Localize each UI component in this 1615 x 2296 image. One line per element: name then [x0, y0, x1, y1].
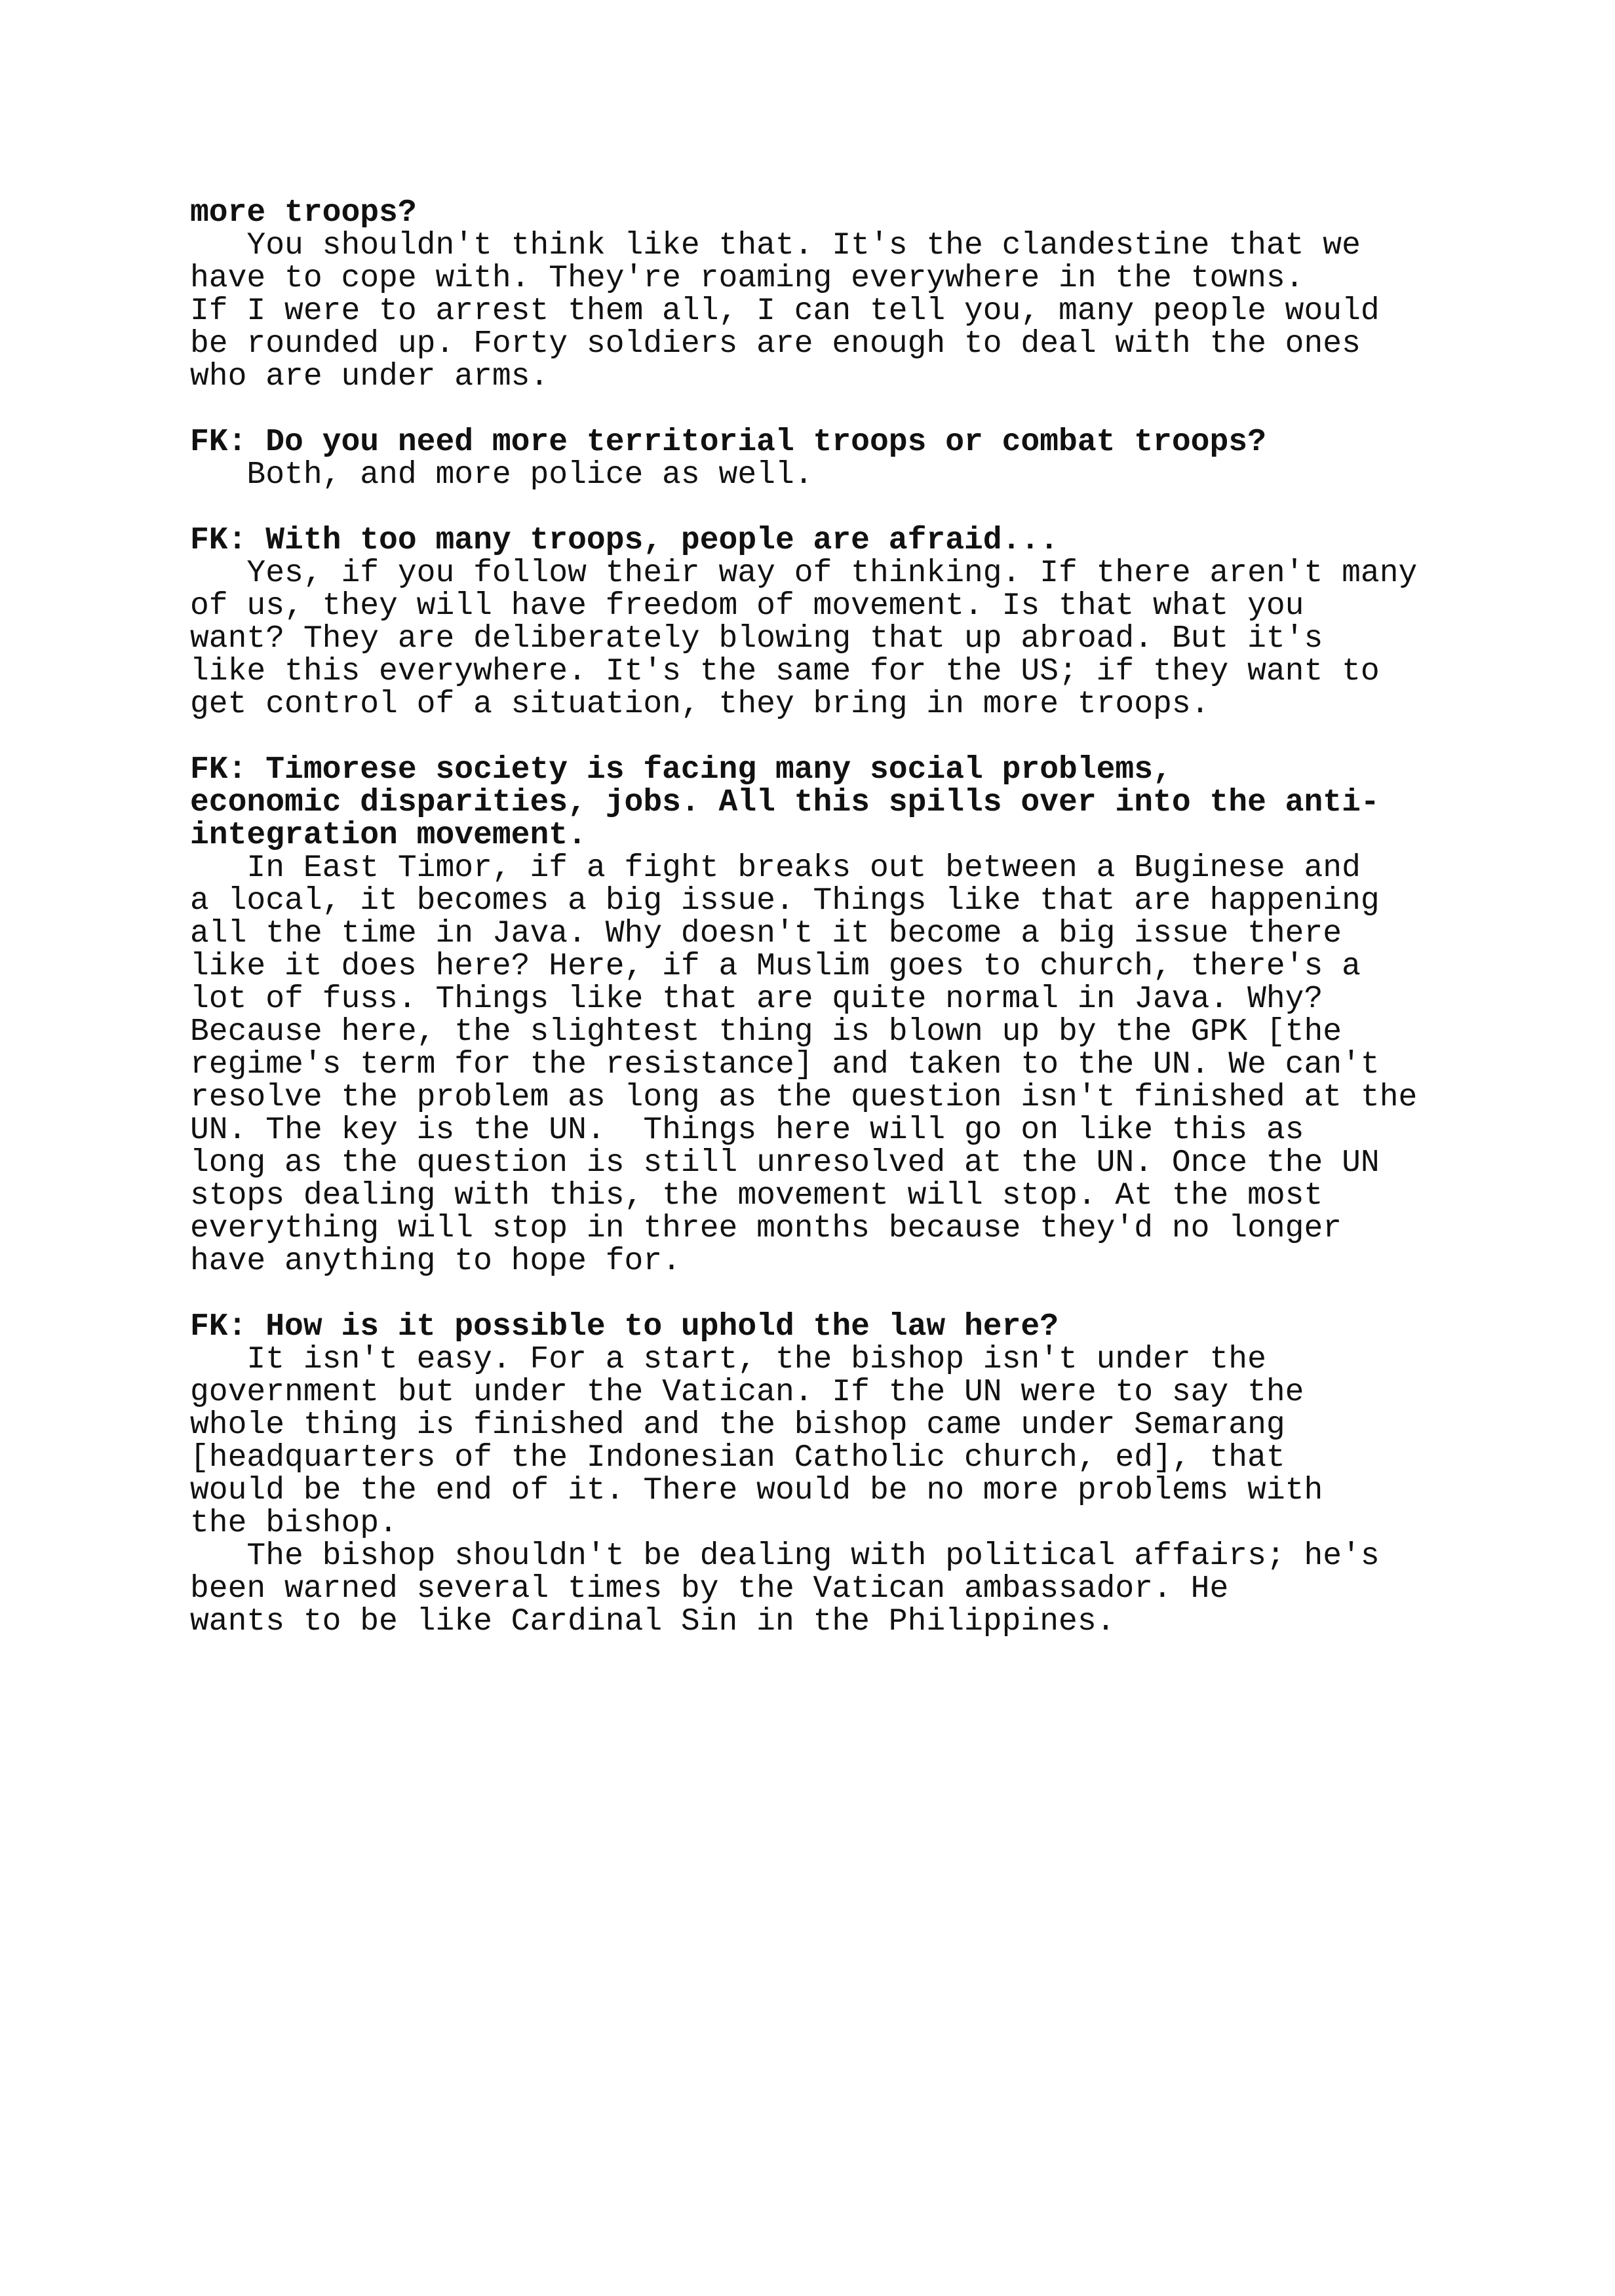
question-line: FK: How is it possible to uphold the law here?: [190, 1309, 1059, 1345]
answer-line: [headquarters of the Indonesian Catholic church, ed], that: [190, 1440, 1285, 1476]
answer-line: You shouldn't think like that. It's the clandestine that we: [190, 228, 1361, 263]
answer-line: like it does here? Here, if a Muslim goes to church, there's a: [190, 949, 1361, 984]
question-line: FK: Timorese society is facing many social problems,: [190, 752, 1172, 788]
answer-line: like this everywhere. It's the same for the US; if they want to: [190, 654, 1380, 689]
answer-line: all the time in Java. Why doesn't it become a big issue there: [190, 916, 1342, 951]
answer-line: have anything to hope for.: [190, 1244, 681, 1279]
answer-line: UN. The key is the UN. Things here will go on like this as: [190, 1113, 1304, 1148]
answer-line: Both, and more police as well.: [190, 457, 813, 493]
question-line: FK: With too many troops, people are afraid...: [190, 523, 1059, 558]
answer-line: everything will stop in three months because they'd no longer: [190, 1211, 1342, 1246]
answer-line: wants to be like Cardinal Sin in the Philippines.: [190, 1604, 1116, 1639]
question-line: integration movement.: [190, 818, 587, 853]
question-line: FK: Do you need more territorial troops or combat troops?: [190, 425, 1266, 460]
answer-line: be rounded up. Forty soldiers are enough to deal with the ones: [190, 326, 1361, 362]
answer-line: Because here, the slightest thing is blown up by the GPK [the: [190, 1014, 1342, 1050]
answer-line: regime's term for the resistance] and taken to the UN. We can't: [190, 1047, 1380, 1082]
answer-line: long as the question is still unresolved at the UN. Once the UN: [190, 1145, 1380, 1181]
answer-line: government but under the Vatican. If the UN were to say the: [190, 1375, 1304, 1410]
answer-line: want? They are deliberately blowing that up abroad. But it's: [190, 621, 1323, 657]
answer-line: a local, it becomes a big issue. Things like that are happening: [190, 883, 1380, 919]
question-line: more troops?: [190, 195, 417, 231]
qa-block: [190, 426, 1501, 491]
answer-line: lot of fuss. Things like that are quite normal in Java. Why?: [190, 982, 1323, 1017]
qa-block: [190, 524, 1501, 721]
question-line: economic disparities, jobs. All this spills over into the anti-: [190, 785, 1380, 820]
answer-line: If I were to arrest them all, I can tell you, many people would: [190, 294, 1380, 329]
answer-line: stops dealing with this, the movement will stop. At the most: [190, 1178, 1323, 1214]
answer-line: The bishop shouldn't be dealing with political affairs; he's: [190, 1539, 1380, 1574]
answer-line: It isn't easy. For a start, the bishop isn't under the: [190, 1342, 1266, 1377]
qa-block: [190, 754, 1501, 1278]
qa-block: [190, 1311, 1501, 1638]
answer-line: been warned several times by the Vatican ambassador. He: [190, 1571, 1229, 1607]
answer-line: In East Timor, if a fight breaks out between a Buginese and: [190, 851, 1361, 886]
answer-line: whole thing is finished and the bishop came under Semarang: [190, 1407, 1285, 1443]
answer-line: who are under arms.: [190, 359, 549, 394]
answer-line: the bishop.: [190, 1506, 398, 1541]
answer-line: get control of a situation, they bring in more troops.: [190, 687, 1210, 722]
document-page: [190, 197, 1501, 1671]
answer-line: would be the end of it. There would be no more problems with: [190, 1473, 1323, 1508]
answer-line: of us, they will have freedom of movement. Is that what you: [190, 588, 1304, 624]
answer-line: have to cope with. They're roaming everywhere in the towns.: [190, 261, 1304, 296]
answer-line: Yes, if you follow their way of thinking. If there aren't many: [190, 556, 1418, 591]
answer-line: resolve the problem as long as the question isn't finished at the: [190, 1080, 1418, 1115]
qa-block: [190, 197, 1501, 393]
